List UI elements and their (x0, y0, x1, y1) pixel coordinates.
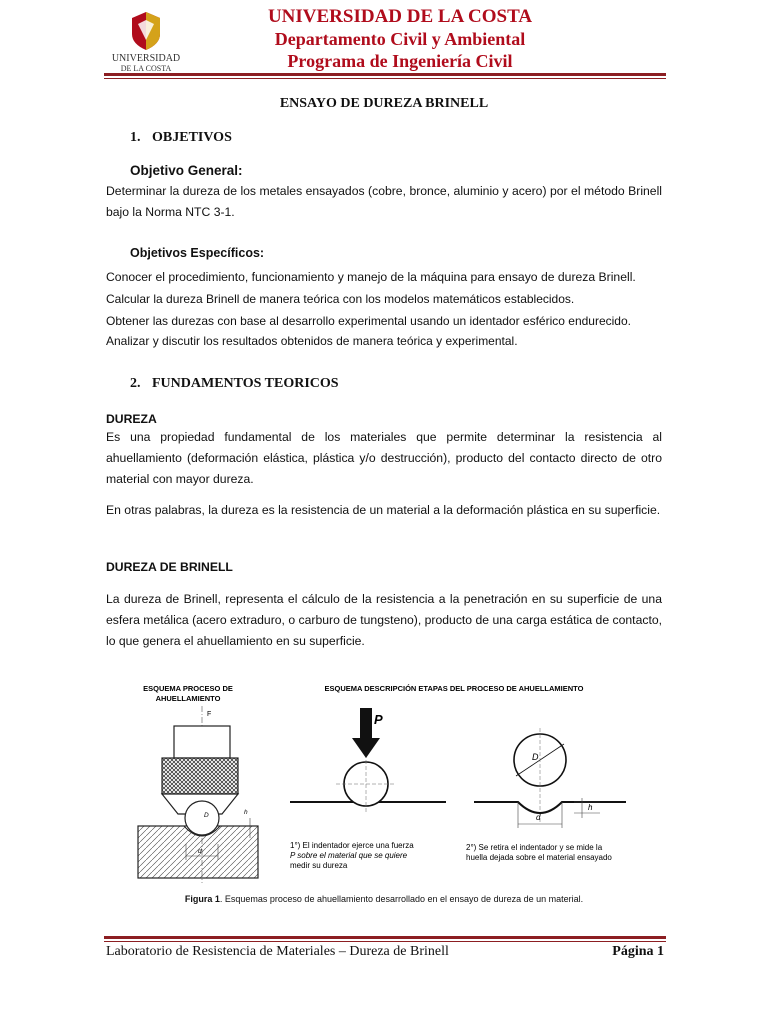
label-diameter-D-small: D (204, 812, 209, 819)
svg-text:UNIVERSIDAD: UNIVERSIDAD (111, 53, 181, 64)
document-title: ENSAYO DE DUREZA BRINELL (279, 96, 489, 111)
section-title: OBJETIVOS (152, 130, 232, 145)
specific-objectives-title: Objetivos Específicos: (130, 246, 265, 260)
specific-objective-3: Obtener las durezas con base al desarrollo experimental usando un identador esférico endurecido. (106, 314, 631, 328)
specific-objective-1: Conocer el procedimiento, funcionamiento y manejo de la máquina para ensayo de dureza Brinell. (106, 270, 636, 284)
university-logo (102, 10, 190, 76)
label-force-F: F (207, 711, 212, 718)
step-1-line-1: 1°) El indentador ejerce una fuerza (290, 841, 414, 850)
step-2-line-1: 2°) Se retira el indentador y se mide la (466, 843, 603, 852)
step-1-line-2: P sobre el material que se quiere (290, 851, 408, 860)
label-h: h (588, 803, 593, 812)
header-university: UNIVERSIDAD DE LA COSTA (267, 6, 533, 27)
left-figure-title-1: ESQUEMA PROCESO DE (143, 684, 233, 693)
label-diameter-D: D (532, 752, 539, 762)
dureza-heading: DUREZA (106, 412, 157, 426)
label-load-P: P (374, 712, 383, 727)
dureza-paragraph-1: Es una propiedad fundamental de los materiales que permite determinar la resistencia al ahuellamiento (deformación elástica, plástica y/o destrucción), producto del contacto directo de otro material con mayor dureza. (106, 430, 662, 486)
specific-objective-2: Calcular la dureza Brinell de manera teórica con los modelos matemáticos establecidos. (106, 292, 575, 306)
page-number: Página 1 (612, 944, 664, 959)
label-h-small: h (244, 809, 248, 816)
step-1-line-3: medir su dureza (290, 861, 348, 870)
header-department: Departamento Civil y Ambiental (274, 29, 526, 49)
dureza-paragraph-2: En otras palabras, la dureza es la resistencia de un material a la deformación plástica en su superficie. (106, 503, 661, 517)
general-objective-title: Objetivo General: (130, 163, 243, 178)
footer-rule (104, 936, 666, 939)
header-rule-thin (104, 78, 666, 79)
footer-title: Laboratorio de Resistencia de Materiales – Dureza de Brinell (106, 944, 449, 959)
brinell-paragraph: La dureza de Brinell, representa el cálculo de la resistencia a la penetración en su superficie de una esfera metálica (acero extraduro, o carburo de tungsteno), producto de una carga estática de contacto, lo que genera el ahuellamiento en su superficie. (106, 592, 662, 648)
figure-caption (0, 894, 768, 904)
label-d-small: d (198, 848, 202, 855)
general-objective-text: Determinar la dureza de los metales ensayados (cobre, bronce, aluminio y acero) por el método Brinell bajo la Norma NTC 3-1. (106, 184, 662, 219)
step-2-line-2: huella dejada sobre el material ensayado (466, 853, 612, 862)
caption-text: . Esquemas proceso de ahuellamiento desarrollado en el ensayo de dureza de un material. (219, 894, 584, 904)
section-number: 2. (130, 376, 141, 391)
svg-text:DE LA COSTA: DE LA COSTA (120, 64, 172, 73)
header-program: Programa de Ingeniería Civil (287, 51, 513, 71)
footer-rule-thin (104, 941, 666, 942)
brinell-figure (104, 668, 664, 892)
label-d: d (536, 813, 541, 822)
caption-label: Figura 1 (184, 894, 220, 904)
header-rule (104, 73, 666, 76)
left-figure-title-2: AHUELLAMIENTO (155, 694, 221, 703)
section-1-heading (130, 130, 232, 146)
brinell-heading: DUREZA DE BRINELL (106, 560, 233, 574)
section-title: FUNDAMENTOS TEORICOS (152, 376, 339, 391)
specific-objective-4: Analizar y discutir los resultados obtenidos de manera teórica y experimental. (106, 334, 518, 348)
section-2-heading (130, 376, 339, 392)
section-number: 1. (130, 130, 141, 145)
right-figure-title: ESQUEMA DESCRIPCIÓN ETAPAS DEL PROCESO DE AHUELLAMIENTO (324, 684, 584, 693)
